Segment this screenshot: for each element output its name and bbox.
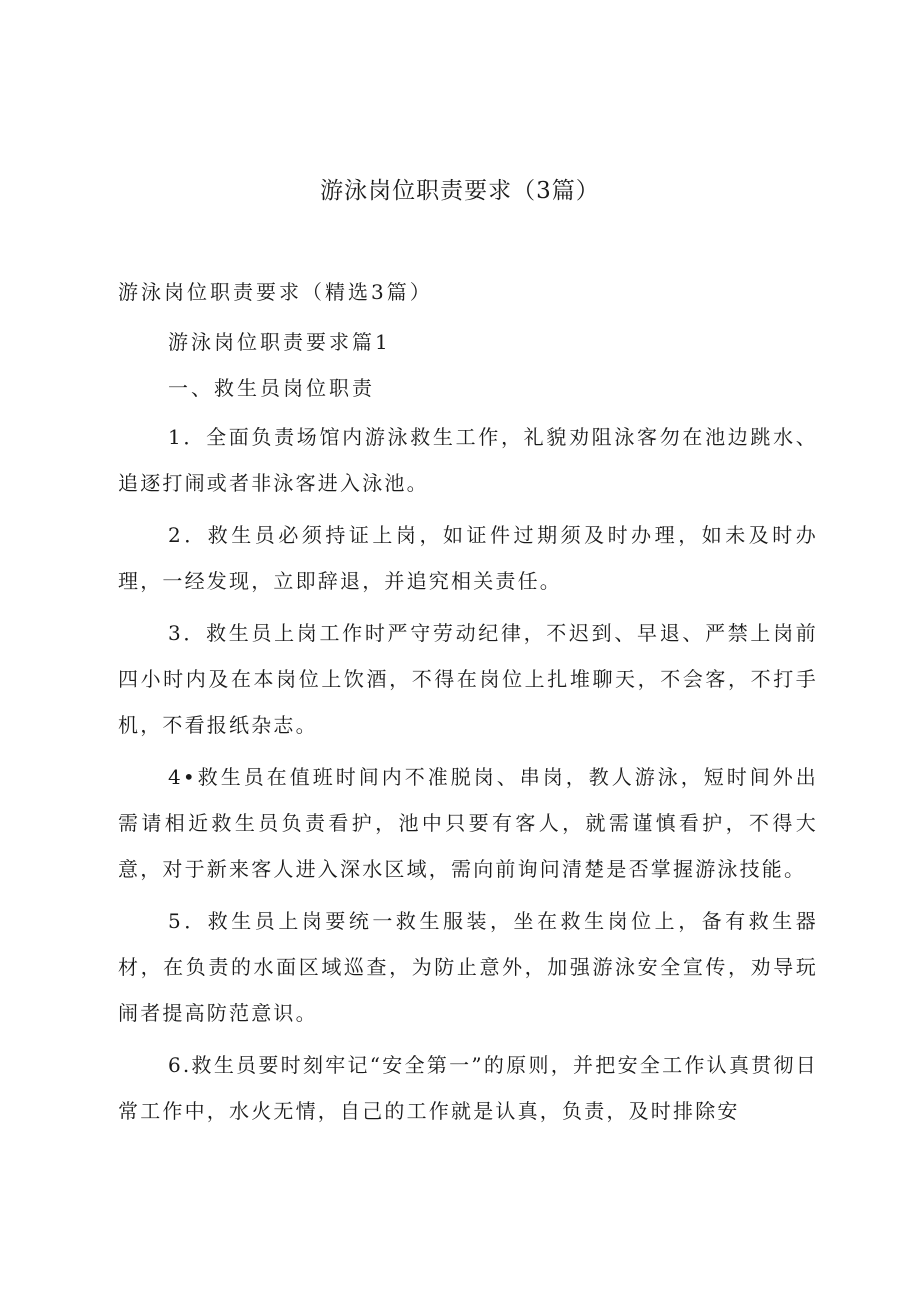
- section-heading: 一、救生员岗位职责: [168, 376, 375, 400]
- paragraph-3: 3．救生员上岗工作时严守劳动纪律，不迟到、早退、严禁上岗前四小时内及在本岗位上饮酒，不得在岗位上扎堆聊天，不会客，不打手机，不看报纸杂志。: [118, 621, 818, 737]
- paragraph-4: 4•救生员在值班时间内不准脱岗、串岗，教人游泳，短时间外出需请相近救生员负责看护，池中只要有客人，就需谨慎看护，不得大意，对于新来客人进入深水区域，需向前询问清楚是否掌握游泳技能。: [118, 765, 818, 881]
- paragraph-6: 6.救生员要时刻牢记“安全第一”的原则，并把安全工作认真贯彻日常工作中，水火无情，自己的工作就是认真，负责，及时排除安: [118, 1053, 818, 1123]
- body-text: [118, 414, 818, 1140]
- document-title: 游泳岗位职责要求（3篇）: [320, 178, 600, 204]
- section-title: 游泳岗位职责要求篇1: [168, 330, 391, 354]
- paragraph-5: 5．救生员上岗要统一救生服装，坐在救生岗位上，备有救生器材，在负责的水面区域巡查，为防止意外，加强游泳安全宣传，劝导玩闹者提高防范意识。: [118, 909, 818, 1025]
- document-subtitle: 游泳岗位职责要求（精选3篇）: [118, 280, 433, 304]
- paragraph-2: 2．救生员必须持证上岗，如证件过期须及时办理，如未及时办理，一经发现，立即辞退，并追究相关责任。: [118, 523, 818, 593]
- paragraph-1: 1．全面负责场馆内游泳救生工作，礼貌劝阻泳客勿在池边跳水、追逐打闹或者非泳客进入泳池。: [118, 425, 818, 495]
